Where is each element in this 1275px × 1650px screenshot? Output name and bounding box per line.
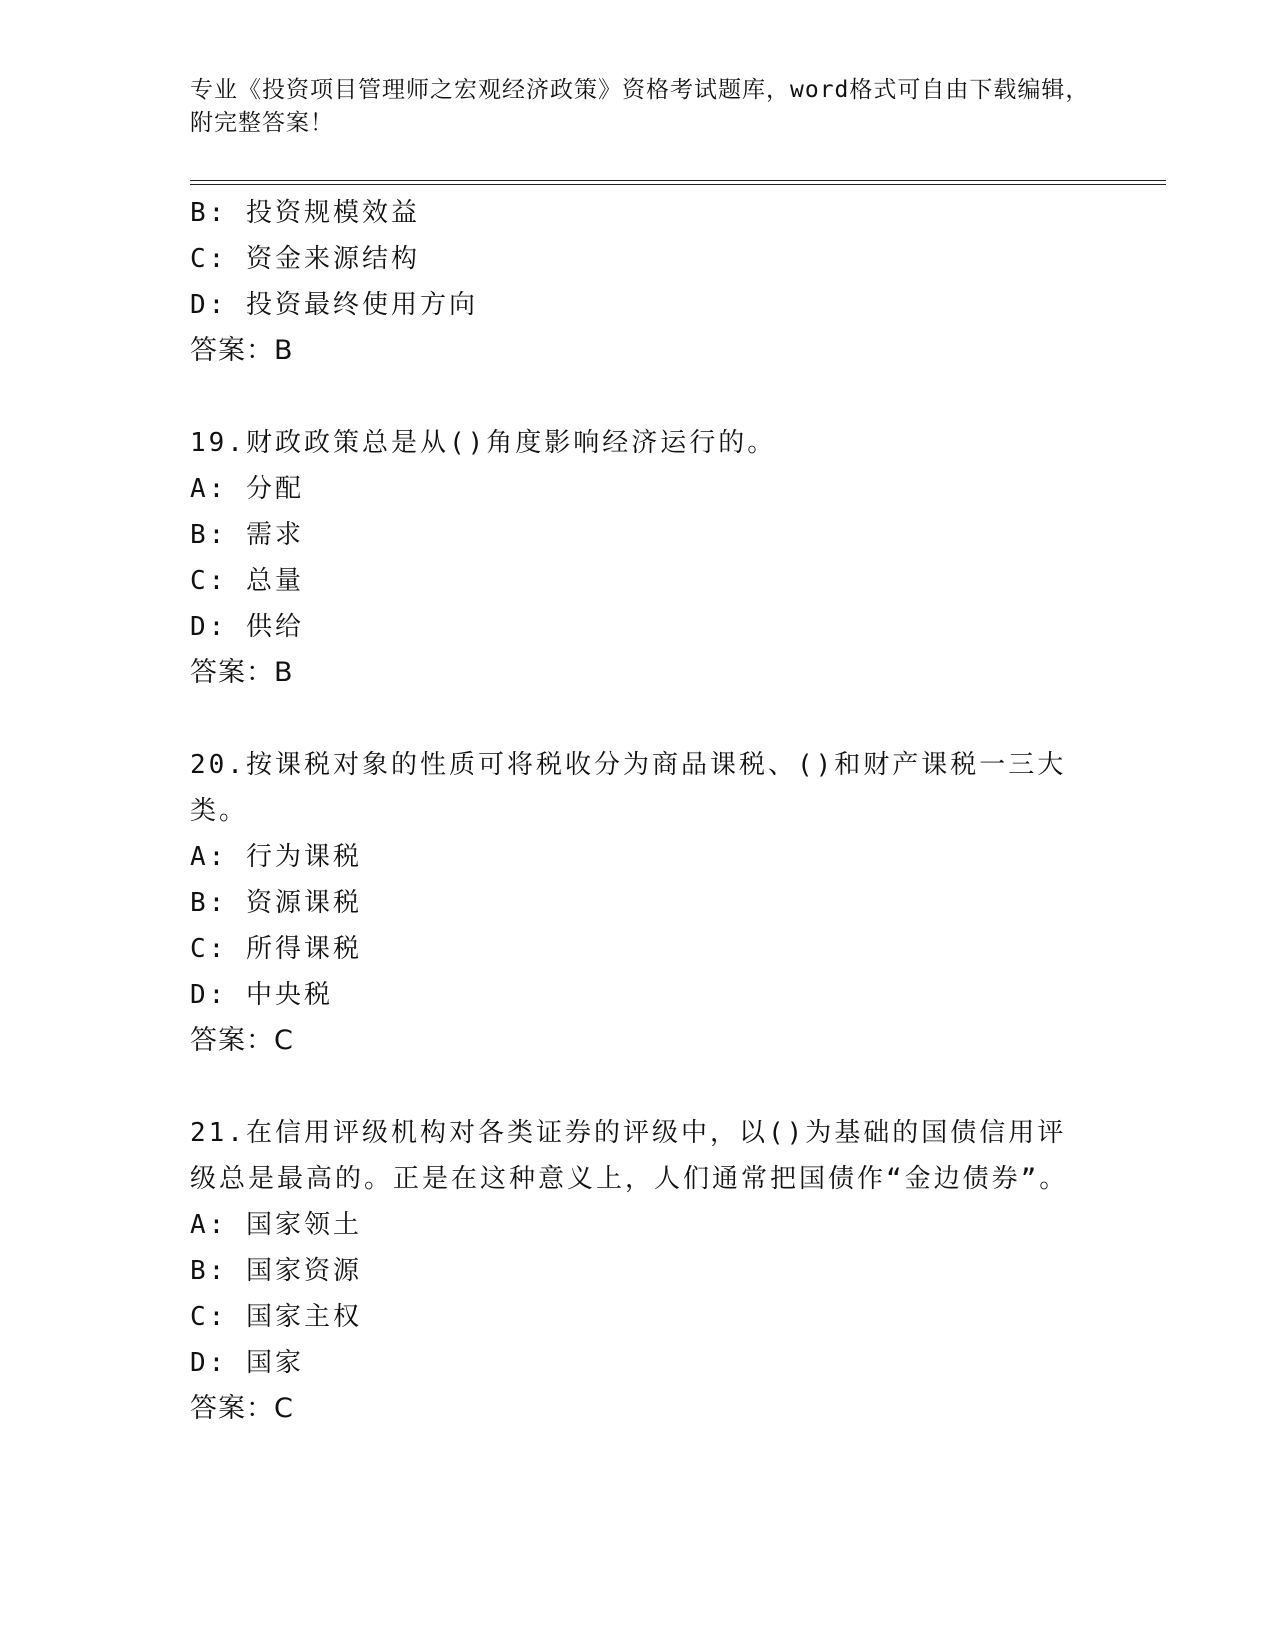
document-header: 专业《投资项目管理师之宏观经济政策》资格考试题库，word格式可自由下载编辑，附完整答案！ [190,77,1090,136]
option-c: C: 国家主权 [190,1302,362,1332]
option-d: D: 供给 [190,612,304,642]
option-c: C: 总量 [190,566,304,596]
question-21 [190,1110,1090,1432]
answer: 答案：B [190,657,294,688]
option-d: D: 中央税 [190,980,333,1010]
option-c: C: 资金来源结构 [190,244,420,274]
option-b: B: 需求 [190,520,304,550]
question-18-remainder [190,190,1090,374]
option-d: D: 投资最终使用方向 [190,290,478,320]
question-stem: 20.按课税对象的性质可将税收分为商品课税、()和财产课税一三大类。 [190,750,1067,826]
option-b: B: 国家资源 [190,1256,362,1286]
header-divider-top [190,180,1166,181]
header-divider-bottom [190,184,1166,185]
option-b: B: 投资规模效益 [190,198,420,228]
answer: 答案：C [190,1393,294,1424]
option-a: A: 分配 [190,474,304,504]
option-a: A: 国家领土 [190,1210,362,1240]
option-c: C: 所得课税 [190,934,362,964]
option-b: B: 资源课税 [190,888,362,918]
option-a: A: 行为课税 [190,842,362,872]
question-19 [190,420,1090,696]
question-stem: 19.财政政策总是从()角度影响经济运行的。 [190,428,777,458]
answer: 答案：C [190,1025,294,1056]
question-20 [190,742,1090,1064]
question-list [190,190,1090,1432]
answer: 答案：B [190,335,294,366]
option-d: D: 国家 [190,1348,304,1378]
question-stem: 21.在信用评级机构对各类证券的评级中，以()为基础的国债信用评级总是最高的。正是在这种意义上，人们通常把国债作“金边债券”。 [190,1118,1069,1194]
